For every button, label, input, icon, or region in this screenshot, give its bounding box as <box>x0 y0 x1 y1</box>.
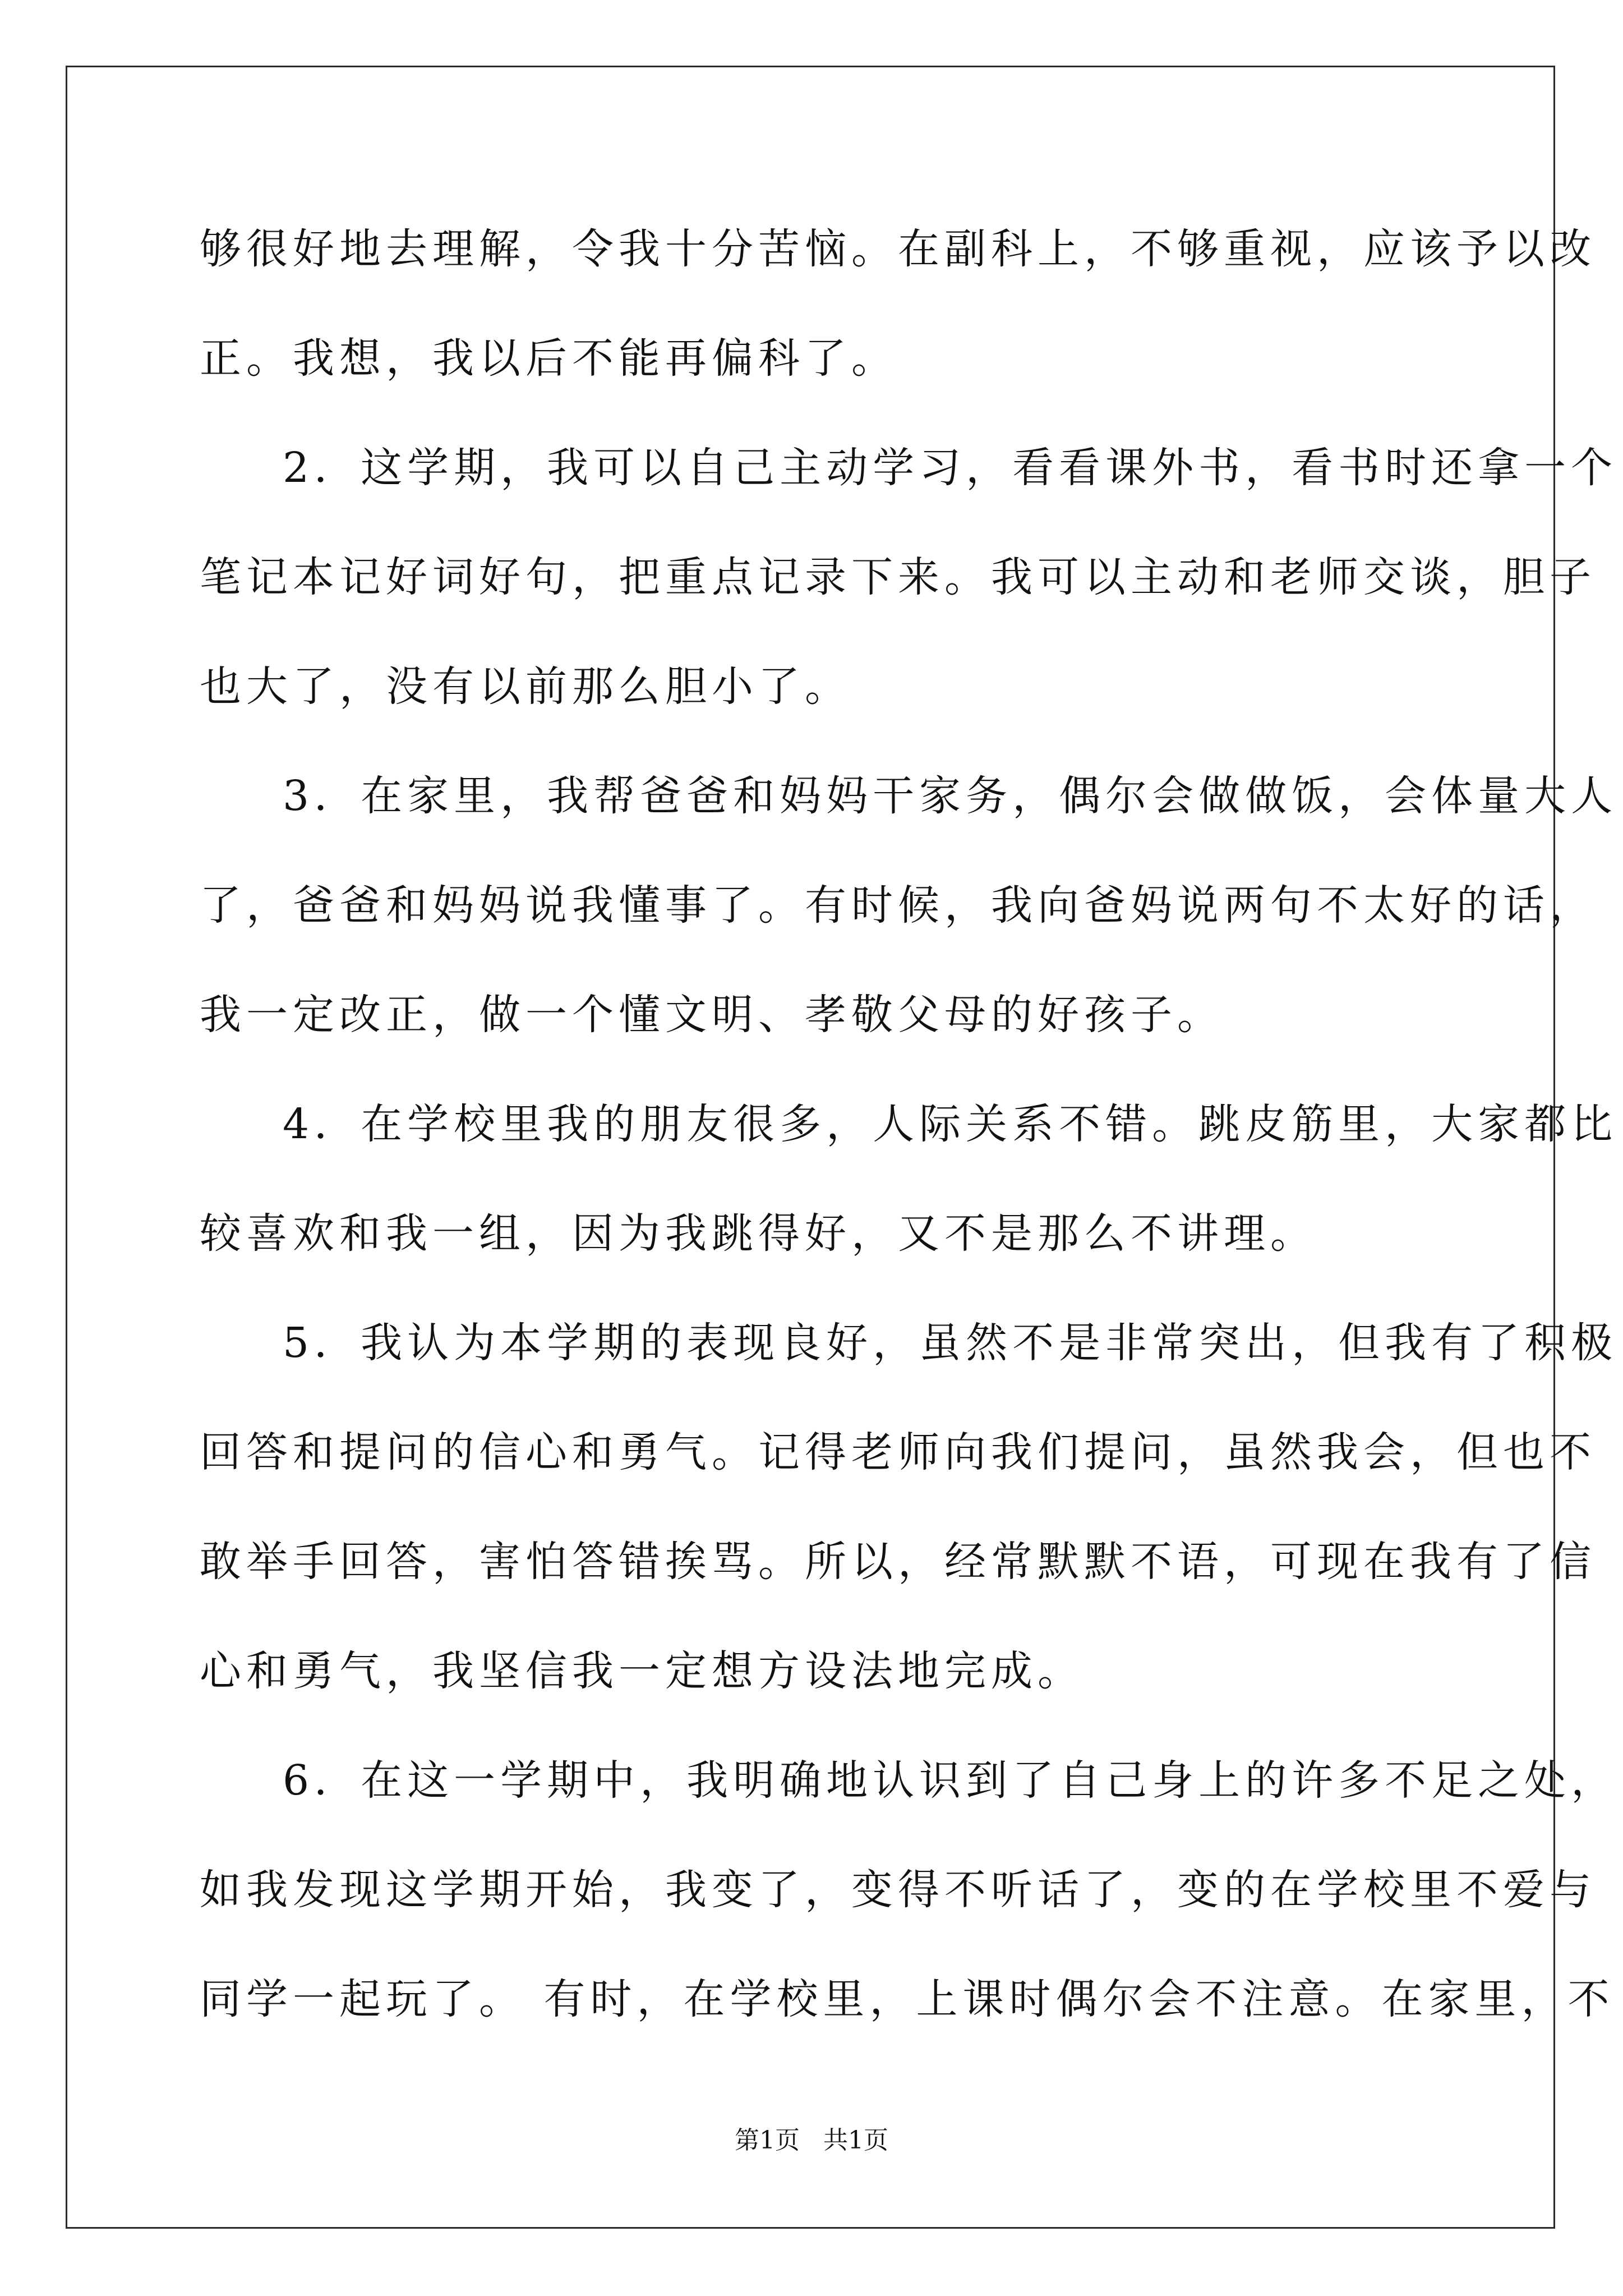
text-line: 敢举手回答，害怕答错挨骂。所以，经常默默不语，可现在我有了信 <box>200 1538 1596 1586</box>
text-line: 了，爸爸和妈妈说我懂事了。有时候，我向爸妈说两句不太好的话， <box>200 881 1596 930</box>
text-line: 笔记本记好词好句，把重点记录下来。我可以主动和老师交谈，胆子 <box>200 553 1596 601</box>
page-number-footer: 第1页 共1页 <box>735 2126 888 2155</box>
document-body <box>200 220 1618 2079</box>
text-line: 够很好地去理解，令我十分苦恼。在副科上，不够重视，应该予以改 <box>200 225 1596 273</box>
text-line: 也大了，没有以前那么胆小了。 <box>200 662 851 711</box>
paragraph-start-line: 4．在学校里我的朋友很多，人际关系不错。跳皮筋里，大家都比 <box>283 1100 1618 1148</box>
paragraph-start-line: 5．我认为本学期的表现良好，虽然不是非常突出，但我有了积极 <box>283 1319 1618 1367</box>
paragraph-start-line: 6．在这一学期中，我明确地认识到了自己身上的许多不足之处， <box>283 1756 1618 1805</box>
text-line: 正。我想，我以后不能再偏科了。 <box>200 334 898 383</box>
paragraph-start-line: 3．在家里，我帮爸爸和妈妈干家务，偶尔会做做饭，会体量大人 <box>283 772 1618 820</box>
text-line: 如我发现这学期开始，我变了，变得不听话了，变的在学校里不爱与 <box>200 1866 1596 1914</box>
text-line: 同学一起玩了。 有时，在学校里，上课时偶尔会不注意。在家里，不 <box>200 1975 1615 2023</box>
text-line: 回答和提问的信心和勇气。记得老师向我们提问，虽然我会，但也不 <box>200 1428 1596 1476</box>
text-line: 心和勇气，我坚信我一定想方设法地完成。 <box>200 1647 1084 1695</box>
text-line: 我一定改正，做一个懂文明、孝敬父母的好孩子。 <box>200 991 1224 1039</box>
text-line: 较喜欢和我一组，因为我跳得好，又不是那么不讲理。 <box>200 1209 1317 1258</box>
paragraph-start-line: 2．这学期，我可以自己主动学习，看看课外书，看书时还拿一个 <box>283 444 1618 492</box>
